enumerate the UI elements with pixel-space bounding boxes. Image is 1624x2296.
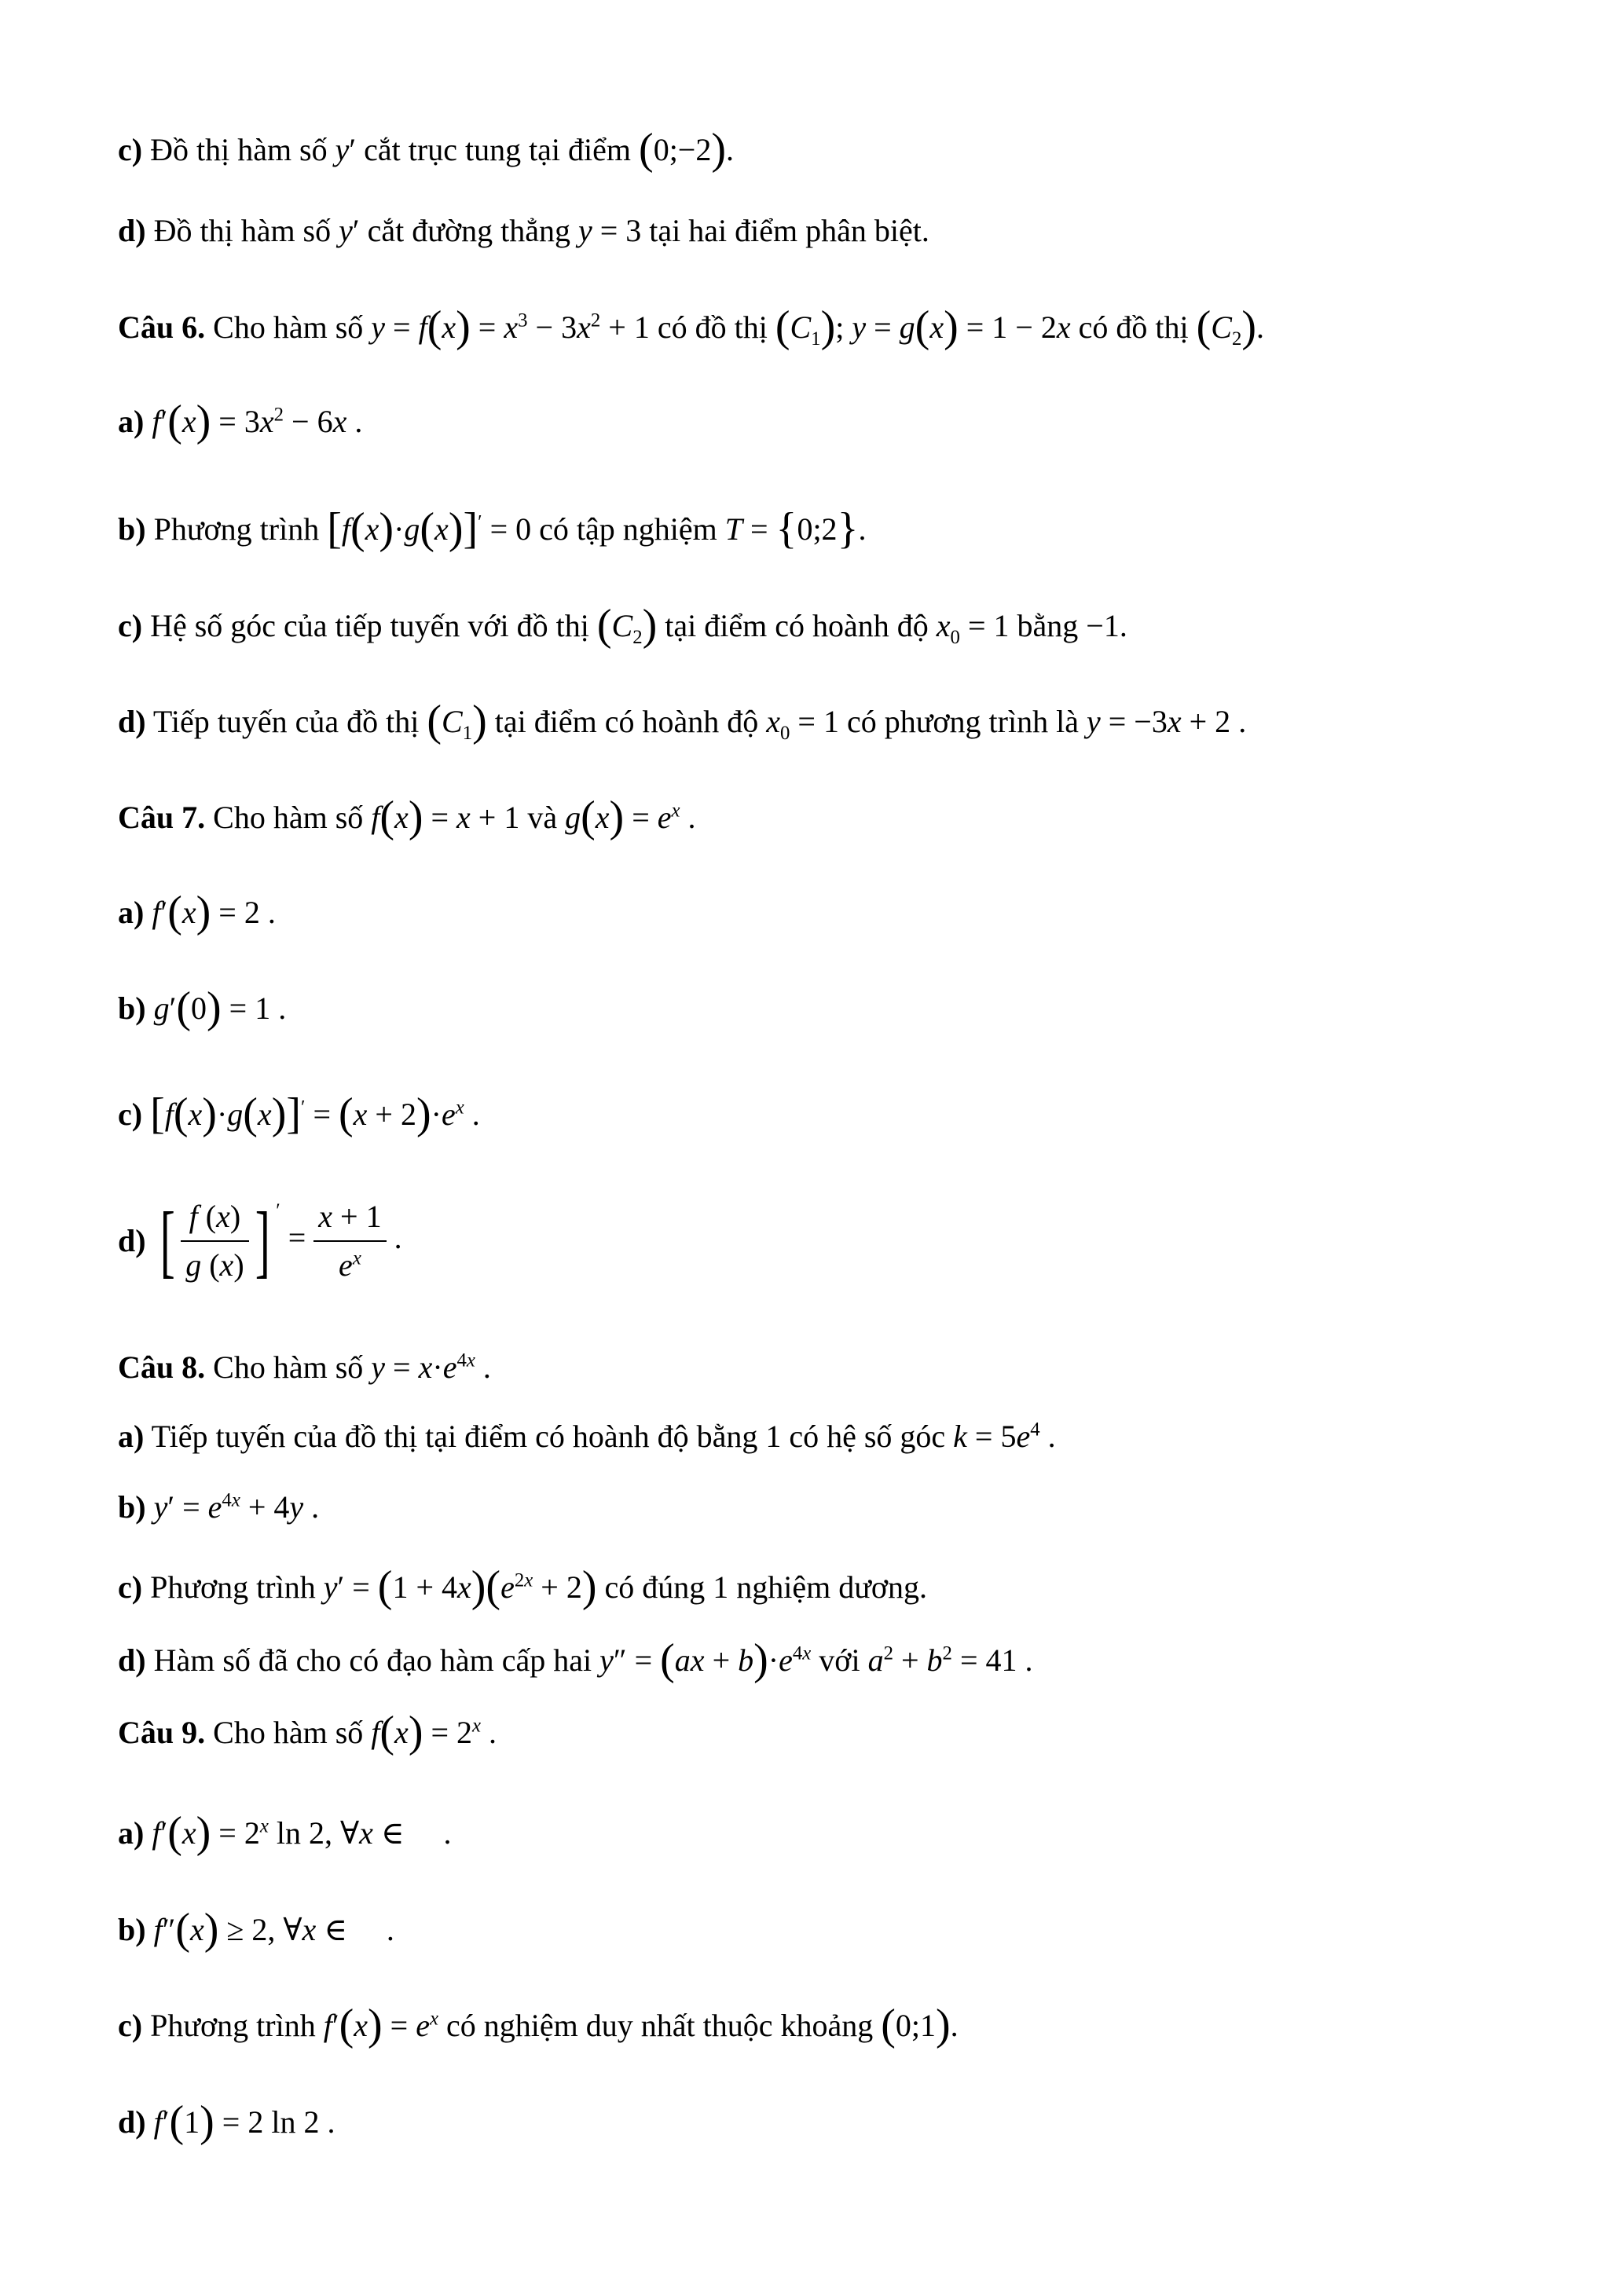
- item-formula: g′(0) = 1 .: [153, 983, 287, 1032]
- item-c-q9: [118, 1999, 959, 2052]
- item-d-q5: [118, 212, 929, 250]
- question-text: Cho hàm số $y = f(x) = x^3 - 3x^2 + 1$ có đồ thị $(C_1)$; y = g(x) = 1 − 2x có đồ thị $(C_2)$.: [213, 302, 1265, 351]
- item-label: c): [118, 1569, 143, 1605]
- question-label: Câu 7.: [118, 800, 206, 835]
- item-label: a): [118, 404, 145, 439]
- item-label: a): [118, 895, 145, 930]
- item-b-q8: [118, 1489, 319, 1526]
- item-text: Đồ thị hàm số y′ cắt đường thẳng y = 3 tại hai điểm phân biệt.: [153, 213, 929, 248]
- question-text: Cho hàm số $f(x) = 2^x$ .: [213, 1708, 497, 1756]
- item-formula: f′(x) = 2 .: [152, 888, 276, 936]
- item-label: b): [118, 511, 146, 547]
- item-label: d): [118, 213, 146, 248]
- item-formula: $[f(x)\cdot g(x)]' = (x + 2)\cdot e^x$ .: [150, 1089, 480, 1138]
- item-d-q8: [118, 1634, 1033, 1686]
- item-text: Hệ số góc của tiếp tuyến với đồ thị $(C_2)$ tại điểm có hoành độ $x_0 = 1$ bằng −1.: [150, 601, 1127, 650]
- item-text: Phương trình $y' = (1 + 4x)(e^{2x} + 2)$ có đúng 1 nghiệm dương.: [150, 1562, 928, 1611]
- item-text: Phương trình [f(x)·g(x)]′ = 0 có tập nghiệm T = {0;2}.: [153, 504, 867, 553]
- item-text: Tiếp tuyến của đồ thị tại điểm có hoành độ bằng 1 có hệ số góc $k = 5e^4$ .: [151, 1419, 1056, 1454]
- item-label: b): [118, 1489, 146, 1525]
- item-label: b): [118, 991, 146, 1026]
- question-label: Câu 6.: [118, 309, 206, 345]
- item-c-q5: [118, 123, 734, 176]
- item-formula: $f'(x) = 3x^2 - 6x$ .: [152, 397, 363, 445]
- item-label: c): [118, 132, 143, 167]
- item-b-q9: [118, 1903, 394, 1956]
- item-label: d): [118, 1642, 146, 1678]
- item-a-q9: [118, 1807, 452, 1859]
- question-label: Câu 9.: [118, 1715, 206, 1750]
- item-label: c): [118, 608, 143, 643]
- item-formula: $f'(x) = 2^x$ ln 2, ∀x ∈ .: [152, 1808, 452, 1857]
- item-d-q7: [118, 1198, 402, 1284]
- item-label: c): [118, 2008, 143, 2043]
- item-text: Đồ thị hàm số y′ cắt trục tung tại điểm (0;−2).: [150, 125, 735, 174]
- item-a-q7: [118, 886, 276, 939]
- item-text: Hàm số đã cho có đạo hàm cấp hai $y'' = (ax + b)\cdot e^{4x}$ với $a^2 + b^2 = 41$ .: [153, 1635, 1033, 1684]
- item-c-q8: [118, 1561, 927, 1613]
- question-7: [118, 791, 696, 844]
- item-a-q8: [118, 1418, 1056, 1456]
- item-c-q6: [118, 599, 1127, 652]
- item-formula: [ $\frac{f (x)}{g (x)}$ ] ′ = $\frac{x + 1}{e^x}$ .: [159, 1196, 402, 1286]
- item-d-q6: [118, 695, 1246, 748]
- item-formula: f′(1) = 2 ln 2 .: [153, 2097, 335, 2146]
- question-6: [118, 301, 1264, 353]
- item-label: a): [118, 1815, 145, 1851]
- item-label: d): [118, 704, 146, 739]
- item-b-q7: [118, 982, 286, 1034]
- question-text: Cho hàm số f(x) = x + 1 và $g(x) = e^x$ .: [213, 793, 696, 841]
- question-label: Câu 8.: [118, 1349, 206, 1385]
- item-a-q6: [118, 395, 362, 448]
- item-c-q7: [118, 1088, 480, 1141]
- question-9: [118, 1706, 497, 1759]
- item-d-q9: [118, 2096, 335, 2148]
- question-8: [118, 1349, 491, 1386]
- question-text: Cho hàm số $y = x\cdot e^{4x}$ .: [213, 1349, 491, 1385]
- item-text: Tiếp tuyến của đồ thị $(C_1)$ tại điểm có hoành độ $x_0 = 1$ có phương trình là y = −3x + 2 .: [152, 697, 1247, 745]
- item-b-q6: [118, 503, 866, 555]
- item-label: d): [118, 2104, 146, 2140]
- item-formula: f″(x) ≥ 2, ∀x ∈ .: [153, 1905, 394, 1954]
- item-label: b): [118, 1912, 146, 1947]
- item-label: c): [118, 1097, 143, 1132]
- item-formula: $y' = e^{4x} + 4y$ .: [153, 1489, 320, 1525]
- item-label: a): [118, 1419, 145, 1454]
- item-text: Phương trình $f'(x) = e^x$ có nghiệm duy nhất thuộc khoảng (0;1).: [150, 2001, 959, 2049]
- item-label: d): [118, 1223, 146, 1258]
